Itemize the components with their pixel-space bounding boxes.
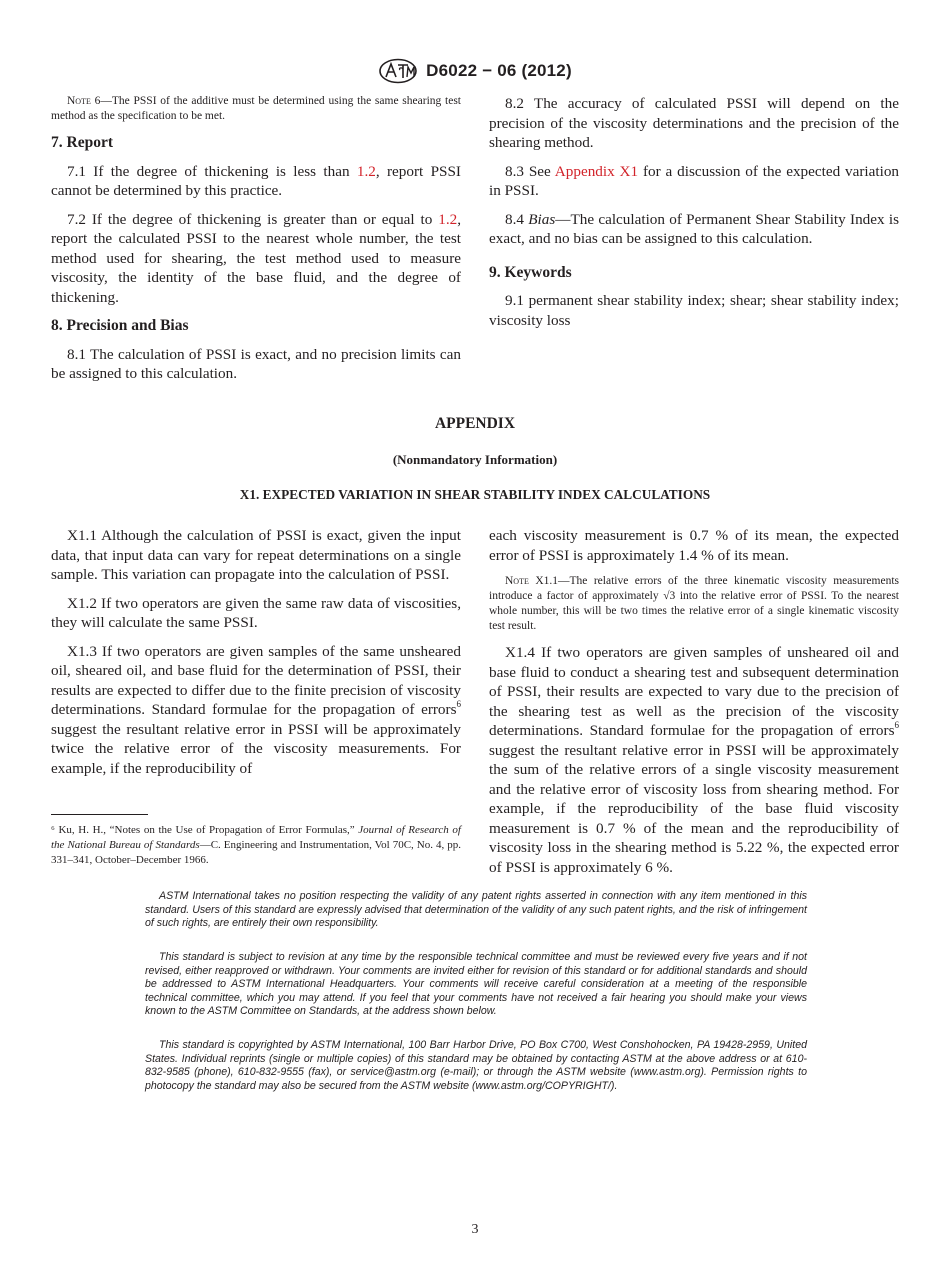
appendix-subtitle: (Nonmandatory Information)	[392, 452, 558, 467]
paragraph-x1-3: X1.3 If two operators are given samples of the same unsheared oil, sheared oil, and base fluid for the determination of PSSI, their results are expected to differ due to the finite precision of viscosity determinations. Standard formulae for the propagation of errors$^6$ suggest the resultant relative error in PSSI will be approximately twice the relative error of the viscosity measurements. For example, if the reproducibility of	[51, 642, 461, 777]
paragraph-x1-4: X1.4 If two operators are given samples of unsheared oil and base fluid to conduct a shearing test and subsequent determination of PSSI, their results are expected to vary due to the precision of the shearing test as well as the precision of the viscosity determinations. Standard formulae for the propagation of errors$^6$ suggest the resultant relative error in PSSI will be approximately the sum of the relative errors of a single viscosity measurement and the relative error of viscosity loss from shearing method. For example, if the reproducibility of the base fluid viscosity measurement is 0.7 % of the mean and the reproducibility of viscosity loss in the shearing method is 5.22 %, the expected error of PSSI is approximately 6 %.	[489, 644, 899, 876]
document-id: D6022 − 06 (2012)	[426, 61, 572, 80]
patent-disclaimer: ASTM International takes no position respecting the validity of any patent rights asserted in connection with any item mentioned in this standard. Users of this standard are expressly advised that determination of the validity of any such patent rights, and the risk of infringement of such rights, are entirely their own responsibility.	[145, 890, 807, 929]
paragraph-x1-1: X1.1 Although the calculation of PSSI is exact, given the input data, that input data can vary for repeat determinations on a single sample. This variation can propagate into the calculation of PSSI.	[51, 527, 461, 583]
paragraph-7-2: 7.2 If the degree of thickening is greater than or equal to 1.2, report the calculated PSSI to the nearest whole number, the test method used for shearing, the test method used to measure viscosity, the identity of the base fluid, and the degree of thickening.	[51, 210, 461, 306]
paragraph-8-1: 8.1 The calculation of PSSI is exact, and no precision limits can be assigned to this calculation.	[51, 345, 461, 382]
section-7-heading: 7. Report	[51, 134, 113, 151]
link-1-2[interactable]: 1.2	[438, 210, 458, 228]
section-9-heading: 9. Keywords	[489, 263, 572, 281]
appendix-x1-title: X1. EXPECTED VARIATION IN SHEAR STABILITY INDEX CALCULATIONS	[239, 487, 711, 502]
page-header	[0, 58, 950, 84]
appendix-title: APPENDIX	[434, 415, 516, 432]
astm-logo-icon	[378, 58, 418, 84]
appendix-left-column	[51, 526, 461, 787]
paragraph-9-1: 9.1 permanent shear stability index; shear; shear stability index; viscosity loss	[489, 292, 899, 329]
appendix-x1-link[interactable]: Appendix X1	[554, 162, 639, 180]
appendix-right-column	[489, 526, 899, 886]
left-column	[51, 94, 461, 393]
paragraph-7-1: 7.1 If the degree of thickening is less than 1.2, report PSSI cannot be determined by this practice.	[51, 162, 461, 199]
footnote-divider	[51, 814, 148, 815]
page-number: 3	[471, 1222, 479, 1237]
paragraph-8-3: 8.3 See Appendix X1 for a discussion of the expected variation in PSSI.	[489, 162, 900, 199]
paragraph-8-2: 8.2 The accuracy of calculated PSSI will depend on the precision of the viscosity determinations and the precision of the shearing method.	[489, 95, 899, 151]
note-6: Note 6—The PSSI of the additive must be determined using the same shearing test method as the specification to be met.	[51, 95, 461, 122]
paragraph-x1-3-continued: each viscosity measurement is 0.7 % of its mean, the expected error of PSSI is approximately 1.4 % of its mean.	[489, 527, 899, 564]
link-1-2[interactable]: 1.2	[356, 162, 376, 180]
revision-disclaimer: This standard is subject to revision at any time by the responsible technical committee and must be reviewed every five years and if not revised, either reapproved or withdrawn. Your comments are invited either for revision of this standard or for additional standards and should be addressed to ASTM International Headquarters. Your comments will receive careful consideration at a meeting of the responsible technical committee, which you may attend. If you feel that your comments have not received a fair hearing you should make your views known to the ASTM Committee on Standards, at the address shown below.	[145, 951, 807, 1017]
footnote-6: ⁶ Ku, H. H., “Notes on the Use of Propagation of Error Formulas,” Journal of Research of the National Bureau of Standards—C. Engineering and Instrumentation, Vol 70C, No. 4, pp. 331–341, October–December 1966.	[51, 824, 462, 866]
section-8-heading: 8. Precision and Bias	[51, 317, 189, 334]
note-x1-1: Note X1.1—The relative errors of the three kinematic viscosity measurements introduce a factor of approximately √3 into the relative error of PSSI. To the nearest whole number, this will be two times the relative error of a single kinematic viscosity test result.	[489, 575, 899, 632]
copyright-notice: This standard is copyrighted by ASTM International, 100 Barr Harbor Drive, PO Box C700, West Conshohocken, PA 19428-2959, United States. Individual reprints (single or multiple copies) of this standard may be obtained by contacting ASTM at the above address or at 610-832-9585 (phone), 610-832-9555 (fax), or service@astm.org (e-mail); or through the ASTM website (www.astm.org). Permission rights to photocopy the standard may also be secured from the ASTM website (www.astm.org/COPYRIGHT/).	[145, 1039, 807, 1092]
right-column	[489, 94, 899, 339]
paragraph-8-4: 8.4 Bias—The calculation of Permanent Shear Stability Index is exact, and no bias can be assigned to this calculation.	[489, 210, 899, 247]
paragraph-x1-2: X1.2 If two operators are given the same raw data of viscosities, they will calculate the same PSSI.	[51, 594, 461, 631]
